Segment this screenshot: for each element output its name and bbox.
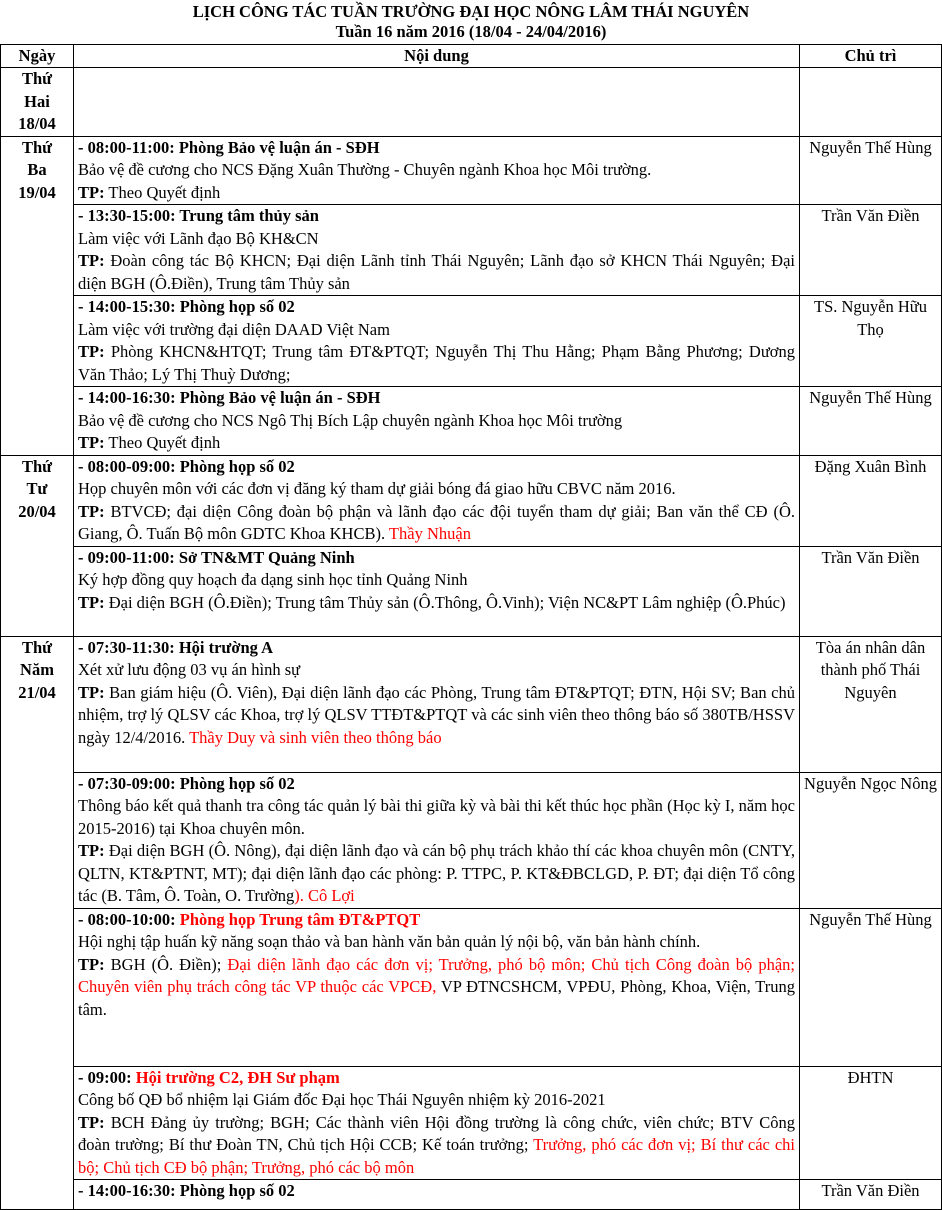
event-participants: TP: Đại diện BGH (Ô.Điền); Trung tâm Thủy sản (Ô.Thông, Ô.Vinh); Viện NC&PT Lâm nghiệp (Ô.Phúc) [78, 592, 786, 612]
event-participants: TP: Đoàn công tác Bộ KHCN; Đại diện Lãnh tỉnh Thái Nguyên; Lãnh đạo sở KHCN Thái Nguyên; Đại diện BGH (Ô.Điền), Trung tâm Thủy sản [78, 251, 795, 293]
event-host: Nguyễn Thế Hùng [800, 908, 942, 1066]
event-time-location: - 08:00-10:00: Phòng họp Trung tâm ĐT&PTQT [78, 909, 421, 929]
event-description: Bảo vệ đề cương cho NCS Ngô Thị Bích Lập chuyên ngành Khoa học Môi trường [78, 410, 623, 430]
event-description: Ký hợp đồng quy hoạch đa dạng sinh học tỉnh Quảng Ninh [78, 570, 468, 589]
event-content [74, 1180, 800, 1210]
event-description: Làm việc với trường đại diện DAAD Việt Nam [78, 319, 390, 339]
event-host: Trần Văn Điền [800, 1180, 942, 1210]
event-participants: TP: Ban giám hiệu (Ô. Viên), Đại diện lãnh đạo các Phòng, Trung tâm ĐT&PTQT; ĐTN, Hội SV; Ban chủ nhiệm, trợ lý QLSV các Khoa, trợ lý QLSV TTĐT&PTQT và các sinh viên theo thông báo số 380TB/HSSV ngày 12/4/2016. Thầy Duy và sinh viên theo thông báo [78, 682, 795, 747]
event-participants: TP: Đại diện BGH (Ô. Nông), đại diện lãnh đạo và cán bộ phụ trách khảo thí các khoa chuyên môn (CNTY, QLTN, KT&PTNT, MT); đại diện lãnh đạo các phòng: P. TTPC, P. KT&ĐBCLGD, P. ĐT; đại diện Tổ công tác (B. Tâm, Ô. Toàn, O. Trường). Cô Lợi [78, 841, 795, 905]
event-host: Trần Văn Điền [800, 205, 942, 296]
event-content [74, 387, 800, 456]
event-description: Thông báo kết quả thanh tra công tác quản lý bài thi giữa kỳ và bài thi kết thúc học phần (Học kỳ I, năm học 2015-2016) tại Khoa chuyên môn. [78, 796, 795, 838]
event-description: Bảo vệ đề cương cho NCS Đặng Xuân Thường - Chuyên ngành Khoa học Môi trường. [78, 160, 652, 179]
table-row [1, 205, 942, 296]
event-host [800, 68, 942, 137]
table-row [1, 908, 942, 1066]
day-cell-wednesday: Thứ Tư 20/04 [1, 455, 74, 636]
event-content [74, 455, 800, 546]
table-row [1, 546, 942, 636]
event-host: Nguyễn Thế Hùng [800, 136, 942, 205]
event-participants: TP: BGH (Ô. Điền); Đại diện lãnh đạo các đơn vị; Trưởng, phó bộ môn; Chủ tịch Công đoàn bộ phận; Chuyên viên phụ trách công tác VP thuộc các VPCĐ, VP ĐTNCSHCM, VPĐU, Phòng, Khoa, Viện, Trung tâm. [78, 954, 796, 1019]
event-description: Họp chuyên môn với các đơn vị đăng ký tham dự giải bóng đá giao hữu CBVC năm 2016. [78, 479, 676, 498]
event-content [74, 296, 800, 387]
column-header-content: Nội dung [74, 45, 800, 68]
table-row [1, 387, 942, 456]
event-description: Xét xử lưu động 03 vụ án hình sự [78, 660, 301, 679]
event-time-location: - 09:00-11:00: Sở TN&MT Quảng Ninh [78, 547, 355, 567]
table-row [1, 455, 942, 546]
table-row [1, 772, 942, 908]
event-description: Làm việc với Lãnh đạo Bộ KH&CN [78, 228, 319, 248]
table-row [1, 136, 942, 205]
event-content [74, 136, 800, 205]
table-row [1, 1066, 942, 1180]
table-row [1, 68, 942, 137]
event-participants: TP: BTVCĐ; đại diện Công đoàn bộ phận và lãnh đạo các đội tuyển tham dự giải; Ban văn thể CĐ (Ô. Giang, Ô. Tuấn Bộ môn GDTC Khoa KHCB). Thầy Nhuận [78, 501, 795, 543]
event-participants: TP: Theo Quyết định [78, 433, 221, 452]
event-content [74, 205, 800, 296]
event-host: Đặng Xuân Bình [800, 455, 942, 546]
day-cell-tuesday: Thứ Ba 19/04 [1, 136, 74, 455]
column-header-host: Chủ trì [800, 45, 942, 68]
event-content [74, 1066, 800, 1180]
event-time-location: - 07:30-11:30: Hội trường A [78, 637, 274, 657]
event-host: Nguyễn Ngọc Nông [800, 772, 942, 908]
event-content [74, 546, 800, 636]
event-host: Trần Văn Điền [800, 546, 942, 636]
table-header-row [1, 45, 942, 68]
event-content [74, 772, 800, 908]
event-host: TS. Nguyễn Hữu Thọ [800, 296, 942, 387]
page-header [0, 0, 942, 41]
event-participants: TP: Phòng KHCN&HTQT; Trung tâm ĐT&PTQT; Nguyễn Thị Thu Hằng; Phạm Bằng Phương; Dương Văn Thảo; Lý Thị Thuỳ Dương; [78, 342, 795, 384]
table-row [1, 296, 942, 387]
event-participants: TP: Theo Quyết định [78, 182, 221, 202]
table-row [1, 636, 942, 772]
schedule-title: LỊCH CÔNG TÁC TUẦN TRƯỜNG ĐẠI HỌC NÔNG LÂM THÁI NGUYÊN [192, 2, 750, 21]
event-description: Công bố QĐ bổ nhiệm lại Giám đốc Đại học Thái Nguyên nhiệm kỳ 2016-2021 [78, 1090, 606, 1109]
event-host: Nguyễn Thế Hùng [800, 387, 942, 456]
event-host: Tòa án nhân dân thành phố Thái Nguyên [800, 636, 942, 772]
schedule-table [0, 44, 942, 1210]
event-time-location: - 07:30-09:00: Phòng họp số 02 [78, 773, 295, 793]
event-time-location: - 14:00-16:30: Phòng họp số 02 [78, 1181, 295, 1200]
event-content [74, 908, 800, 1066]
event-time-location: - 08:00-11:00: Phòng Bảo vệ luận án - SĐH [78, 137, 380, 157]
event-content [74, 636, 800, 772]
event-time-location: - 14:00-15:30: Phòng họp số 02 [78, 297, 295, 316]
event-time-location: - 08:00-09:00: Phòng họp số 02 [78, 456, 295, 476]
schedule-week: Tuần 16 năm 2016 (18/04 - 24/04/2016) [335, 22, 607, 41]
event-time-location: - 14:00-16:30: Phòng Bảo vệ luận án - SĐH [78, 388, 381, 407]
event-description: Hội nghị tập huấn kỹ năng soạn thảo và ban hành văn bản quản lý nội bộ, văn bản hành chính. [78, 932, 701, 951]
event-host: ĐHTN [800, 1066, 942, 1180]
day-cell-thursday: Thứ Năm 21/04 [1, 636, 74, 1210]
event-time-location: - 09:00: Hội trường C2, ĐH Sư phạm [78, 1067, 340, 1087]
event-content [74, 68, 800, 137]
event-participants: TP: BCH Đảng ủy trường; BGH; Các thành viên Hội đồng trường là công chức, viên chức; BTV Công đoàn trường; Bí thư Đoàn TN, Chủ tịch Hội CCB; Kế toán trưởng; Trưởng, phó các đơn vị; Bí thư các chi bộ; Chủ tịch CĐ bộ phận; Trưởng, phó các bộ môn [78, 1112, 795, 1177]
table-row [1, 1180, 942, 1210]
event-time-location: - 13:30-15:00: Trung tâm thủy sản [78, 206, 319, 225]
column-header-day: Ngày [1, 45, 74, 68]
day-cell-monday: Thứ Hai 18/04 [1, 68, 74, 137]
